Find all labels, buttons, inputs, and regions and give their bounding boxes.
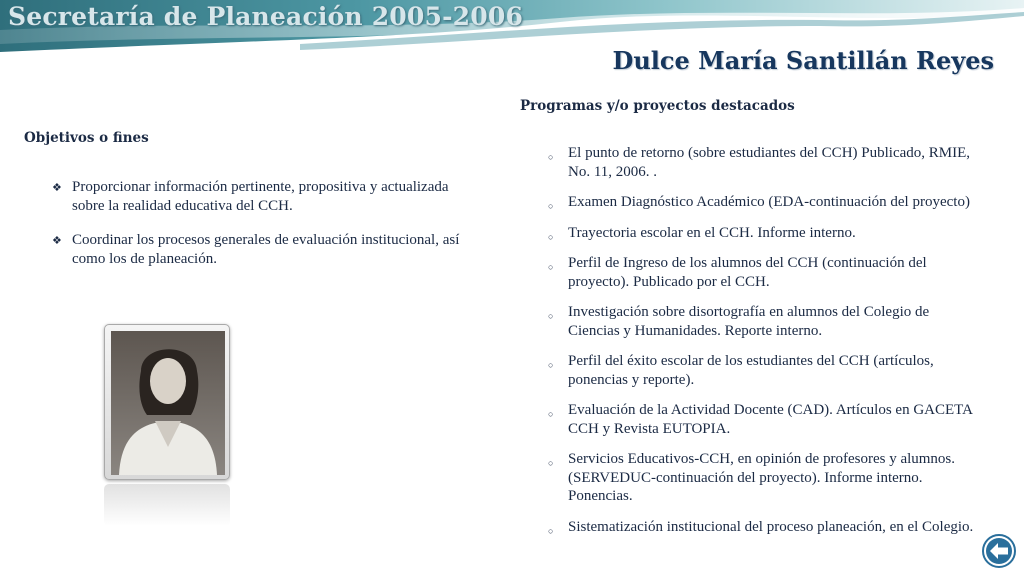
programs-heading: Programas y/o proyectos destacados	[520, 98, 795, 114]
banner-title: Secretaría de Planeación 2005-2006	[8, 2, 524, 31]
program-text: Perfil de Ingreso de los alumnos del CCH (continuación del proyecto). Publicado por el CCH.	[568, 255, 927, 290]
circle-bullet-icon: ○	[548, 458, 554, 468]
objective-text: Proporcionar información pertinente, propositiva y actualizada sobre la realidad educativa del CCH.	[72, 179, 449, 214]
program-text: Sistematización institucional del proceso planeación, en el Colegio.	[568, 518, 974, 535]
circle-bullet-icon: ○	[548, 409, 554, 419]
circle-bullet-icon: ○	[548, 311, 554, 321]
portrait-photo	[104, 324, 230, 480]
program-item	[548, 224, 978, 243]
program-text: Evaluación de la Actividad Docente (CAD). Artículos en GACETA CCH y Revista EUTOPIA.	[568, 402, 973, 437]
program-text: Investigación sobre disortografía en alumnos del Colegio de Ciencias y Humanidades. Reporte interno.	[568, 304, 930, 339]
program-item	[548, 193, 978, 212]
program-item	[548, 303, 978, 340]
circle-bullet-icon: ○	[548, 360, 554, 370]
program-item	[548, 401, 978, 438]
program-text: Examen Diagnóstico Académico (EDA-continuación del proyecto)	[568, 194, 970, 210]
diamond-bullet-icon: ❖	[52, 235, 62, 247]
diamond-bullet-icon: ❖	[52, 182, 62, 194]
program-item	[548, 450, 978, 506]
circle-bullet-icon: ○	[548, 231, 554, 242]
program-text: Servicios Educativos-CCH, en opinión de profesores y alumnos. (SERVEDUC-continuación del proyecto). Informe interno. Ponencias.	[568, 451, 956, 504]
program-item	[548, 254, 978, 291]
program-text: Perfil del éxito escolar de los estudiantes del CCH (artículos, ponencias y reporte).	[568, 353, 934, 388]
program-text: El punto de retorno (sobre estudiantes del CCH) Publicado, RMIE, No. 11, 2006. .	[568, 145, 971, 180]
circle-bullet-icon: ○	[548, 201, 554, 211]
program-text: Trayectoria escolar en el CCH. Informe interno.	[568, 224, 856, 241]
circle-bullet-icon: ○	[548, 152, 554, 162]
objective-item	[52, 178, 484, 215]
circle-bullet-icon: ○	[548, 262, 554, 272]
objectives-list	[52, 178, 484, 284]
objective-item	[52, 231, 484, 268]
person-name: Dulce María Santillán Reyes	[612, 46, 994, 75]
back-arrow-button[interactable]	[982, 534, 1016, 568]
portrait-image	[111, 331, 225, 475]
portrait-reflection	[104, 484, 230, 526]
objectives-heading: Objetivos o fines	[24, 130, 149, 146]
objective-text: Coordinar los procesos generales de evaluación institucional, así como los de planeación.	[72, 232, 460, 267]
programs-list	[548, 144, 978, 548]
circle-bullet-icon: ○	[548, 525, 554, 536]
program-item	[548, 518, 978, 537]
program-item	[548, 144, 978, 181]
program-item	[548, 352, 978, 389]
